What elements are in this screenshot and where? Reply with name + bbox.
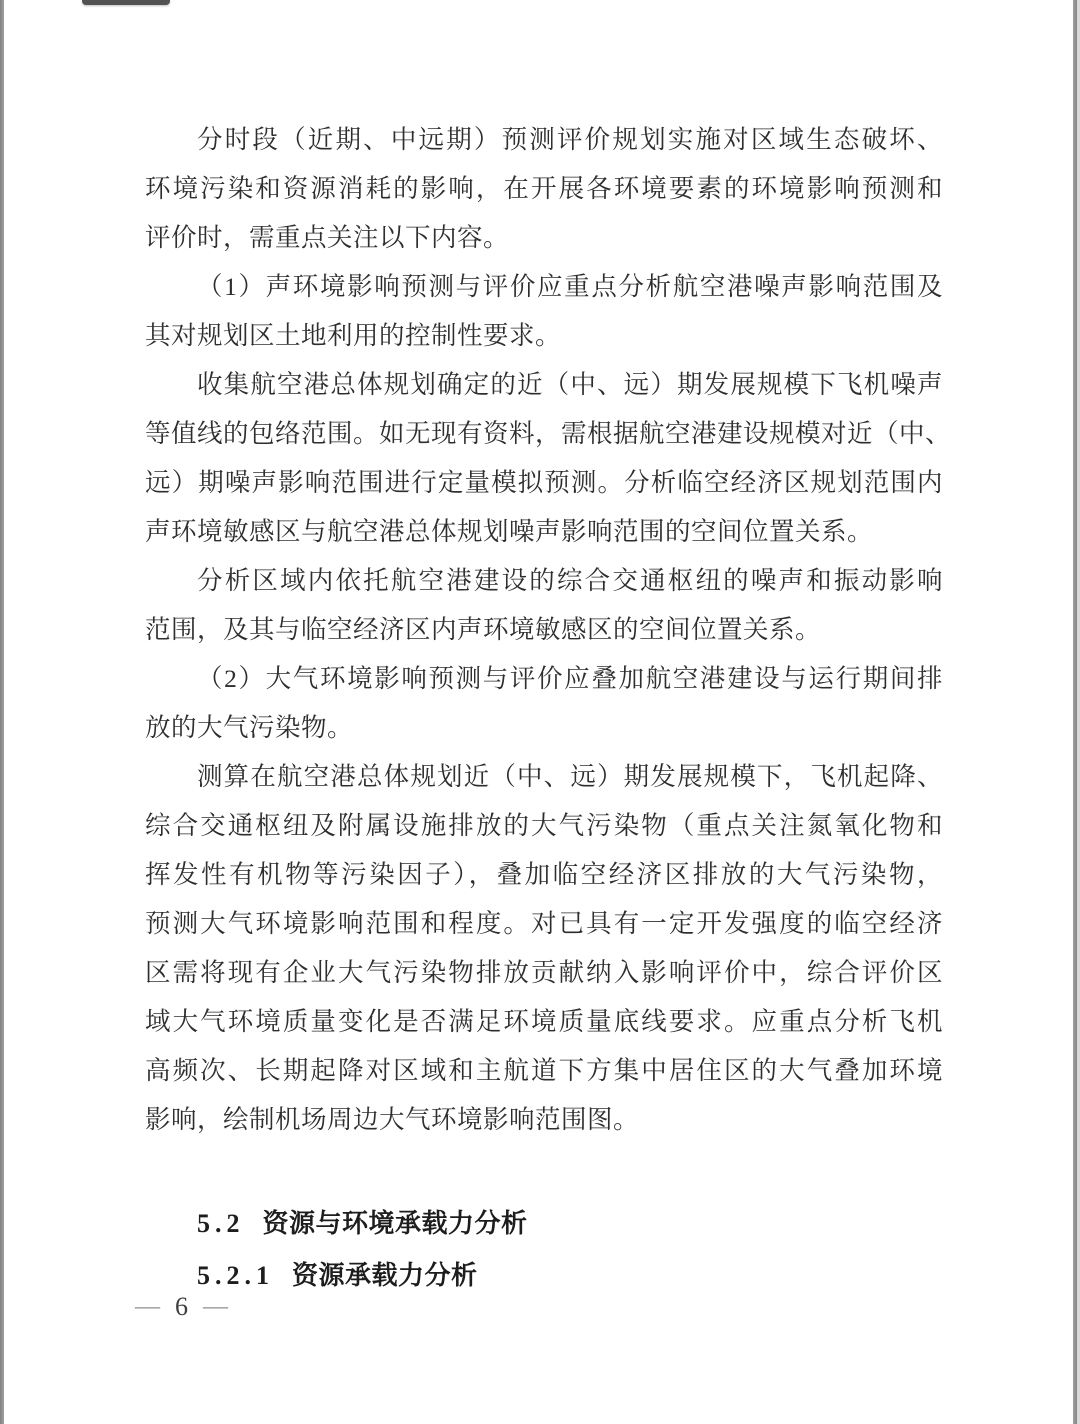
page-left-edge (0, 0, 4, 1424)
text-body (145, 115, 952, 1144)
heading-number: 5.2 (197, 1209, 245, 1238)
paragraph-6-line-7: 高频次、长期起降对区域和主航道下方集中居住区的大气叠加环境 (145, 1056, 943, 1085)
cropped-ui-element-fragment (82, 0, 170, 5)
heading-title: 资源与环境承载力分析 (262, 1209, 528, 1238)
paragraph-1-line-2: 环境污染和资源消耗的影响，在开展各环境要素的环境影响预测和 (145, 174, 943, 203)
heading-number: 5.2.1 (197, 1261, 274, 1290)
page-number-value: 6 (175, 1292, 188, 1321)
paragraph-2-line-2: 其对规划区土地利用的控制性要求。 (145, 321, 562, 350)
page-content (145, 115, 952, 1300)
paragraph-1-line-1: 分时段（近期、中远期）预测评价规划实施对区域生态破坏、 (197, 125, 943, 154)
paragraph-4-line-2: 范围，及其与临空经济区内声环境敏感区的空间位置关系。 (145, 615, 822, 644)
paragraph-6-line-6: 域大气环境质量变化是否满足环境质量底线要求。应重点分析飞机 (145, 1007, 943, 1036)
page-number-dash-right: — (203, 1293, 228, 1320)
paragraph-6-line-5: 区需将现有企业大气污染物排放贡献纳入影响评价中，综合评价区 (145, 958, 943, 987)
paragraph-6-line-1: 测算在航空港总体规划近（中、远）期发展规模下，飞机起降、 (197, 762, 943, 791)
paragraph-5-line-1: （2）大气环境影响预测与评价应叠加航空港建设与运行期间排 (197, 664, 943, 693)
paragraph-1-line-3: 评价时，需重点关注以下内容。 (145, 223, 510, 252)
paragraph-2-line-1: （1）声环境影响预测与评价应重点分析航空港噪声影响范围及 (197, 272, 943, 301)
section-heading-5-2 (145, 1199, 943, 1248)
paragraph-3-line-3: 远）期噪声影响范围进行定量模拟预测。分析临空经济区规划范围内 (145, 468, 943, 497)
paragraph-6-line-2: 综合交通枢纽及附属设施排放的大气污染物（重点关注氮氧化物和 (145, 811, 943, 840)
paragraph-6-line-3: 挥发性有机物等污染因子），叠加临空经济区排放的大气污染物， (145, 860, 943, 889)
paragraph-3-line-1: 收集航空港总体规划确定的近（中、远）期发展规模下飞机噪声 (197, 370, 943, 399)
page-number-dash-left: — (135, 1293, 160, 1320)
paragraph-3-line-4: 声环境敏感区与航空港总体规划噪声影响范围的空间位置关系。 (145, 517, 874, 546)
section-heading-5-2-1 (145, 1251, 943, 1300)
paragraph-6-line-8: 影响，绘制机场周边大气环境影响范围图。 (145, 1105, 640, 1134)
paragraph-4-line-1: 分析区域内依托航空港建设的综合交通枢纽的噪声和振动影响 (197, 566, 943, 595)
paragraph-6-line-4: 预测大气环境影响范围和程度。对已具有一定开发强度的临空经济 (145, 909, 943, 938)
heading-title: 资源承载力分析 (292, 1261, 478, 1290)
paragraph-3-line-2: 等值线的包络范围。如无现有资料，需根据航空港建设规模对近（中、 (145, 419, 952, 448)
page-number (135, 1292, 228, 1322)
paragraph-5-line-2: 放的大气污染物。 (145, 713, 354, 742)
